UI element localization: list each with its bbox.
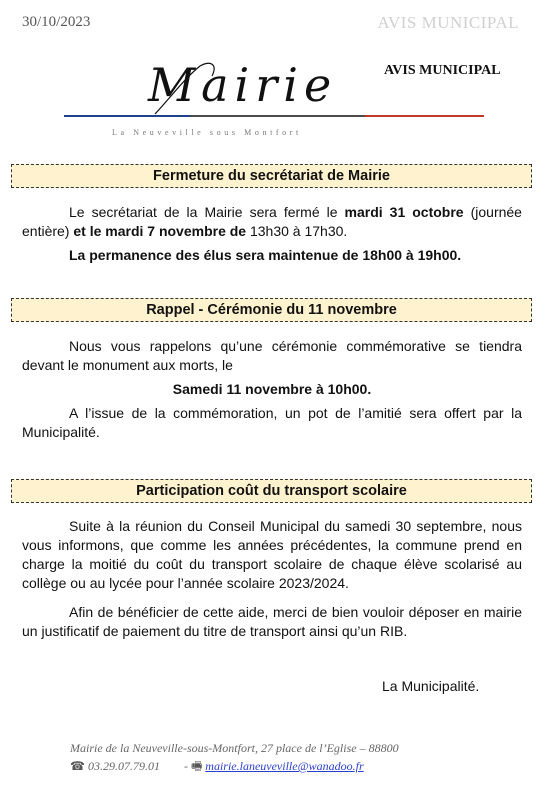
phone-icon: ☎	[70, 759, 85, 773]
logo-word: Mairie	[148, 58, 338, 112]
date-highlight: et le mardi 7 novembre de	[73, 223, 247, 239]
header-ghost-title: AVIS MUNICIPAL	[377, 13, 519, 32]
section-banner-transport: Participation coût du transport scolaire	[11, 479, 532, 503]
section-transport-aide: Afin de bénéficier de cette aide, merci de bien vouloir déposer en mairie un justificatif de paiement du titre de transport ainsi qu’un RIB.	[22, 604, 522, 639]
section-ceremonie-date: Samedi 11 novembre à 10h00.	[172, 381, 372, 397]
section-ceremonie-paragraph: Nous vous rappelons qu’une cérémonie commémorative se tiendra devant le monument aux morts, le	[22, 338, 522, 373]
text: (journée entière)	[22, 204, 522, 239]
footer-email-link[interactable]: mairie.laneuveville@wanadoo.fr	[205, 759, 364, 773]
section-banner-ceremonie: Rappel - Cérémonie du 11 novembre	[11, 298, 532, 322]
footer-contact	[70, 757, 364, 778]
date-highlight: mardi 31 octobre	[344, 204, 464, 220]
section-fermeture-permanence: La permanence des élus sera maintenue de 18h00 à 19h00.	[69, 247, 462, 263]
footer-separator: -	[183, 759, 191, 773]
header-title: AVIS MUNICIPAL	[384, 63, 501, 78]
text: 13h30 à 17h30.	[246, 223, 348, 239]
text: Le secrétariat de la Mairie sera fermé le	[69, 204, 345, 220]
section-ceremonie-pot: A l’issue de la commémoration, un pot de l’amitié sera offert par la Municipalité.	[22, 405, 522, 440]
section-transport-paragraph: Suite à la réunion du Conseil Municipal du samedi 30 septembre, nous vous informons, que comme les années précédentes, la commune prend en charge la moitié du coût du transport scolaire de chaque élève scolarisé au collège ou au lycée pour l’année scolaire 2023/2024.	[22, 518, 522, 591]
section-banner-fermeture: Fermeture du secrétariat de Mairie	[11, 164, 532, 188]
signature: La Municipalité.	[382, 678, 480, 694]
section-fermeture-paragraph	[22, 203, 522, 241]
fax-icon: 🖷	[190, 759, 203, 773]
footer-phone: 03.29.07.79.01	[87, 759, 160, 773]
document-date: 30/10/2023	[22, 14, 91, 30]
logo-subtitle: La Neuveville sous Montfort	[112, 128, 302, 137]
footer-address: Mairie de la Neuveville-sous-Montfort, 27 place de l’Eglise – 88800	[70, 741, 399, 755]
